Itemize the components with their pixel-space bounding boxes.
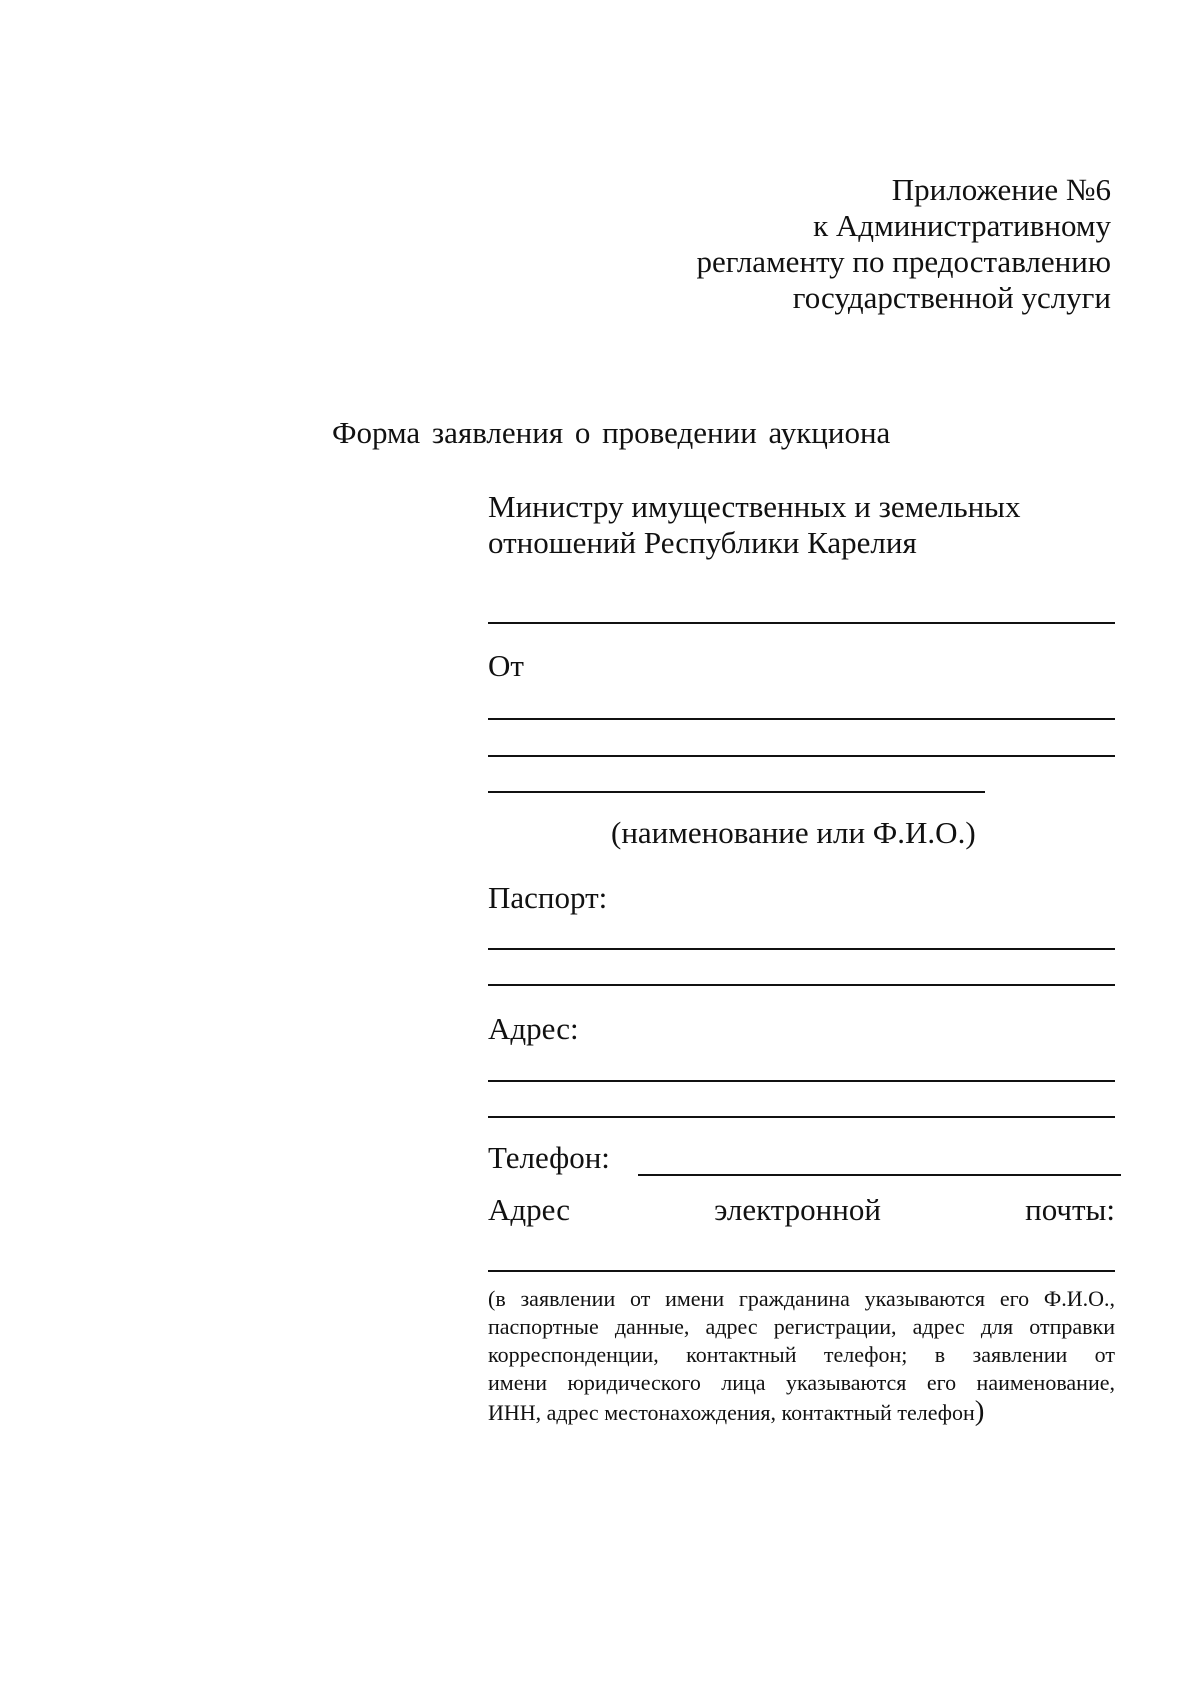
note-line-5-text: ИНН, адрес местонахождения, контактный телефон — [488, 1400, 975, 1425]
blank-line-from-1[interactable] — [488, 718, 1115, 720]
address-label: Адрес: — [488, 1011, 579, 1046]
blank-line-email[interactable] — [488, 1270, 1115, 1272]
appendix-header — [696, 172, 1111, 316]
email-label — [488, 1192, 1115, 1228]
blank-line-from-2[interactable] — [488, 755, 1115, 757]
blank-line-addressee[interactable] — [488, 622, 1115, 624]
email-label-word-1: Адрес — [488, 1192, 570, 1227]
appendix-line-3: регламенту по предоставлению — [696, 244, 1111, 279]
blank-line-passport-1[interactable] — [488, 948, 1115, 950]
note-line-2: паспортные данные, адрес регистрации, адрес для отправки — [488, 1314, 1115, 1339]
appendix-line-1: Приложение №6 — [891, 172, 1111, 207]
form-title: Форма заявления о проведении аукциона — [332, 415, 891, 450]
blank-line-address-1[interactable] — [488, 1080, 1115, 1082]
blank-line-phone[interactable] — [638, 1174, 1121, 1176]
note-closing-paren: ) — [974, 1395, 985, 1427]
note-line-1: (в заявлении от имени гражданина указываются его Ф.И.О., — [488, 1286, 1115, 1311]
appendix-line-4: государственной услуги — [792, 280, 1111, 315]
addressee — [488, 489, 1115, 561]
email-label-word-2: электронной — [714, 1192, 881, 1227]
passport-label: Паспорт: — [488, 880, 608, 915]
phone-label: Телефон: — [488, 1140, 610, 1175]
appendix-line-2: к Административному — [813, 208, 1111, 243]
note-line-5 — [488, 1397, 1115, 1427]
name-caption: (наименование или Ф.И.О.) — [611, 815, 976, 850]
email-label-word-3: почты: — [1025, 1192, 1115, 1227]
blank-line-address-2[interactable] — [488, 1116, 1115, 1118]
from-label: От — [488, 648, 524, 683]
addressee-line-1: Министру имущественных и земельных — [488, 489, 1021, 524]
note-line-4: имени юридического лица указываются его наименование, — [488, 1370, 1115, 1395]
note-line-3: корреспонденции, контактный телефон; в заявлении от — [488, 1342, 1115, 1367]
addressee-line-2: отношений Республики Карелия — [488, 525, 917, 560]
blank-line-passport-2[interactable] — [488, 984, 1115, 986]
blank-line-from-3[interactable] — [488, 791, 985, 793]
instruction-note — [488, 1285, 1115, 1427]
